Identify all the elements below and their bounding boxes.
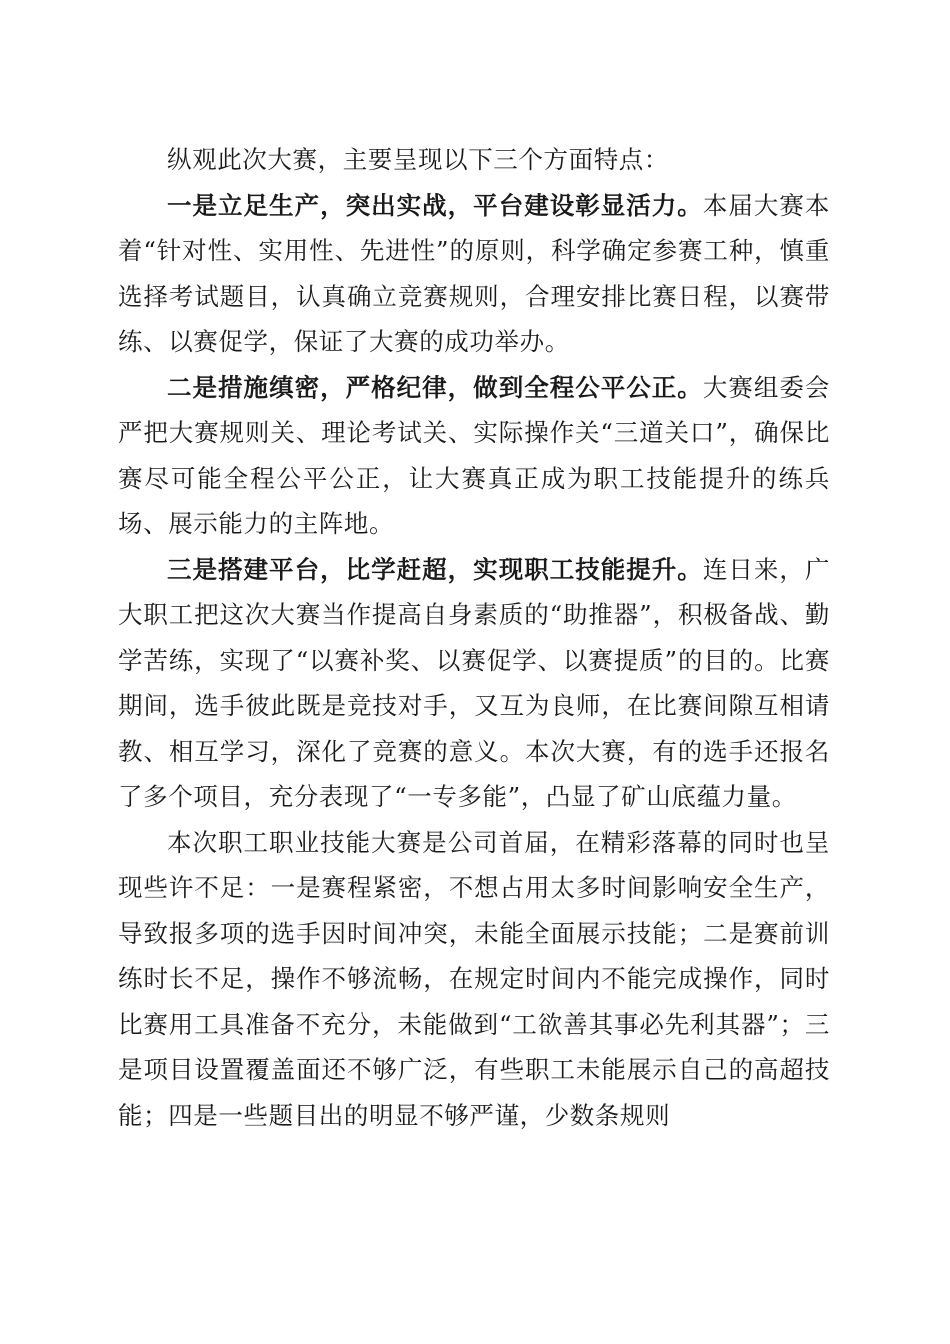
point-3-lead: 三是搭建平台，比学赶超，实现职工技能提升。 <box>167 554 703 584</box>
point-3-body: 连日来，广大职工把这次大赛当作提高自身素质的“助推器”，积极备战、勤学苦练，实现了“以赛补奖、以赛促学、以赛提质”的目的。比赛期间，选手彼此既是竞技对手，又互为良师，在比赛间隙互相请教、相互学习，深化了竞赛的意义。本次大赛，有的选手还报名了多个项目，充分表现了“一专多能”，凸显了矿山底蕴力量。 <box>118 554 830 811</box>
point-1-body: 本届大赛本着“针对性、实用性、先进性”的原则，科学确定参赛工种，慎重选择考试题目，认真确立竞赛规则，合理安排比赛日程，以赛带练、以赛促学，保证了大赛的成功举办。 <box>118 190 830 356</box>
point-2-body: 大赛组委会严把大赛规则关、理论考试关、实际操作关“三道关口”，确保比赛尽可能全程公平公正，让大赛真正成为职工技能提升的练兵场、展示能力的主阵地。 <box>118 372 830 538</box>
document-body <box>118 137 830 1138</box>
point-paragraph-3 <box>118 547 830 820</box>
intro-paragraph: 纵观此次大赛，主要呈现以下三个方面特点： <box>167 145 669 174</box>
point-1-lead: 一是立足生产，突出实战，平台建设彰显活力。 <box>167 190 703 220</box>
point-2-lead: 二是措施缜密，严格纪律，做到全程公平公正。 <box>167 372 703 402</box>
point-paragraph-2 <box>118 365 830 547</box>
point-paragraph-1 <box>118 183 830 365</box>
closing-paragraph: 本次职工职业技能大赛是公司首届，在精彩落幕的同时也呈现些许不足：一是赛程紧密，不想占用太多时间影响安全生产，导致报多项的选手因时间冲突，未能全面展示技能；二是赛前训练时长不足，操作不够流畅，在规定时间内不能完成操作，同时比赛用工具准备不充分，未能做到“工欲善其事必先利其器”；三是项目设置覆盖面还不够广泛，有些职工未能展示自己的高超技能；四是一些题目出的明显不够严谨，少数条规则 <box>118 827 830 1130</box>
